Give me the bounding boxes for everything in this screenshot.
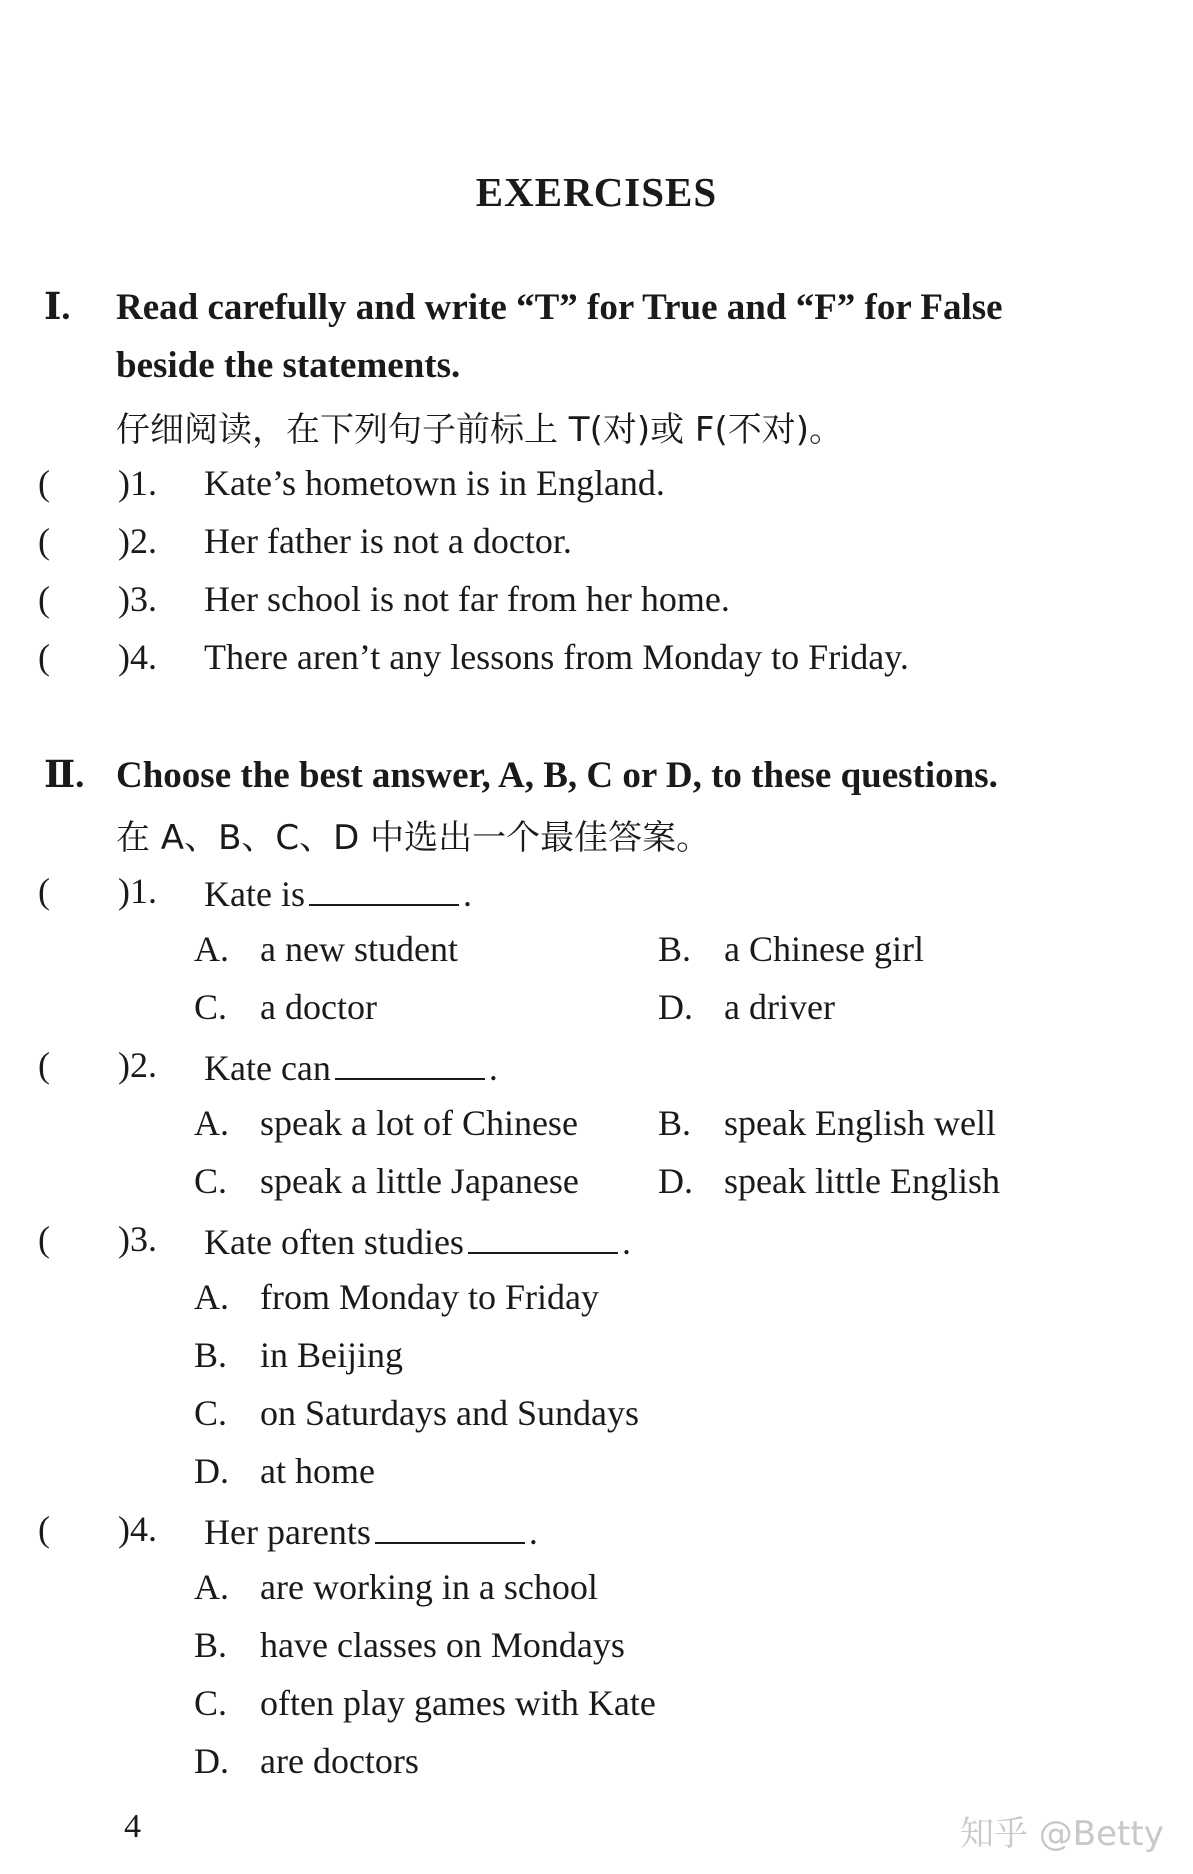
option-a: A. from Monday to Friday xyxy=(194,1277,599,1317)
mc-question-2 xyxy=(38,1044,1158,1092)
section2-instruction-line1: Choose the best answer, A, B, C or D, to these questions. xyxy=(116,755,998,796)
question-text: Her parents xyxy=(204,1512,371,1552)
answer-blank[interactable] xyxy=(468,1218,618,1254)
question-end: . xyxy=(528,1512,538,1552)
section2-instruction-cn: 在 A、B、C、D 中选出一个最佳答案。 xyxy=(116,818,711,858)
question-number: )3. xyxy=(118,1219,157,1259)
question-text: There aren’t any lessons from Monday to Friday. xyxy=(204,637,909,677)
question-number: )3. xyxy=(118,579,157,619)
option-c: C. on Saturdays and Sundays xyxy=(194,1393,639,1433)
exercises-title: EXERCISES xyxy=(475,169,718,215)
answer-paren[interactable]: ( xyxy=(38,871,50,911)
mc-question-1 xyxy=(38,870,1158,918)
question-number: )1. xyxy=(118,871,157,911)
question-text: Kate often studies xyxy=(204,1222,464,1262)
answer-paren[interactable]: ( xyxy=(38,1045,50,1085)
question-number: )4. xyxy=(118,1509,157,1549)
option-d: D. a driver xyxy=(658,987,835,1027)
option-d: D. speak little English xyxy=(658,1161,1000,1201)
section1-instruction-line1: Read carefully and write “T” for True and “F” for False xyxy=(116,287,1003,328)
option-a: A. are working in a school xyxy=(194,1567,598,1607)
question-text: Her school is not far from her home. xyxy=(204,579,730,619)
option-b: B. speak English well xyxy=(658,1103,996,1143)
option-b: B. a Chinese girl xyxy=(658,929,924,969)
section1-instruction-cn: 仔细阅读，在下列句子前标上 T(对)或 F(不对)。 xyxy=(116,410,843,450)
mc-question-3 xyxy=(38,1218,1158,1266)
answer-paren[interactable]: ( xyxy=(38,463,50,503)
section1-instruction-line2: beside the statements. xyxy=(116,345,461,386)
question-text: Her father is not a doctor. xyxy=(204,521,572,561)
watermark: 知乎 @Betty xyxy=(960,1814,1164,1854)
question-text: Kate can xyxy=(204,1048,331,1088)
question-end: . xyxy=(462,874,472,914)
answer-blank[interactable] xyxy=(375,1508,525,1544)
answer-paren[interactable]: ( xyxy=(38,637,50,677)
answer-blank[interactable] xyxy=(309,870,459,906)
answer-blank[interactable] xyxy=(335,1044,485,1080)
tf-question-1 xyxy=(38,462,1158,510)
mc-question-4 xyxy=(38,1508,1158,1556)
answer-paren[interactable]: ( xyxy=(38,521,50,561)
question-number: )2. xyxy=(118,1045,157,1085)
option-a: A. speak a lot of Chinese xyxy=(194,1103,578,1143)
option-c: C. a doctor xyxy=(194,987,377,1027)
option-d: D. at home xyxy=(194,1451,375,1491)
question-text: Kate is xyxy=(204,874,305,914)
answer-paren[interactable]: ( xyxy=(38,579,50,619)
question-number: )2. xyxy=(118,521,157,561)
answer-paren[interactable]: ( xyxy=(38,1219,50,1259)
section1-number: Ⅰ. xyxy=(44,287,71,328)
option-c: C. often play games with Kate xyxy=(194,1683,656,1723)
answer-paren[interactable]: ( xyxy=(38,1509,50,1549)
question-end: . xyxy=(488,1048,498,1088)
tf-question-4 xyxy=(38,636,1158,684)
option-b: B. have classes on Mondays xyxy=(194,1625,625,1665)
option-c: C. speak a little Japanese xyxy=(194,1161,579,1201)
question-number: )1. xyxy=(118,463,157,503)
option-d: D. are doctors xyxy=(194,1741,419,1781)
section2-number: Ⅱ. xyxy=(44,755,85,796)
page-number: 4 xyxy=(124,1808,141,1845)
option-b: B. in Beijing xyxy=(194,1335,403,1375)
question-text: Kate’s hometown is in England. xyxy=(204,463,665,503)
question-end: . xyxy=(621,1222,631,1262)
option-a: A. a new student xyxy=(194,929,458,969)
tf-question-3 xyxy=(38,578,1158,626)
tf-question-2 xyxy=(38,520,1158,568)
question-number: )4. xyxy=(118,637,157,677)
